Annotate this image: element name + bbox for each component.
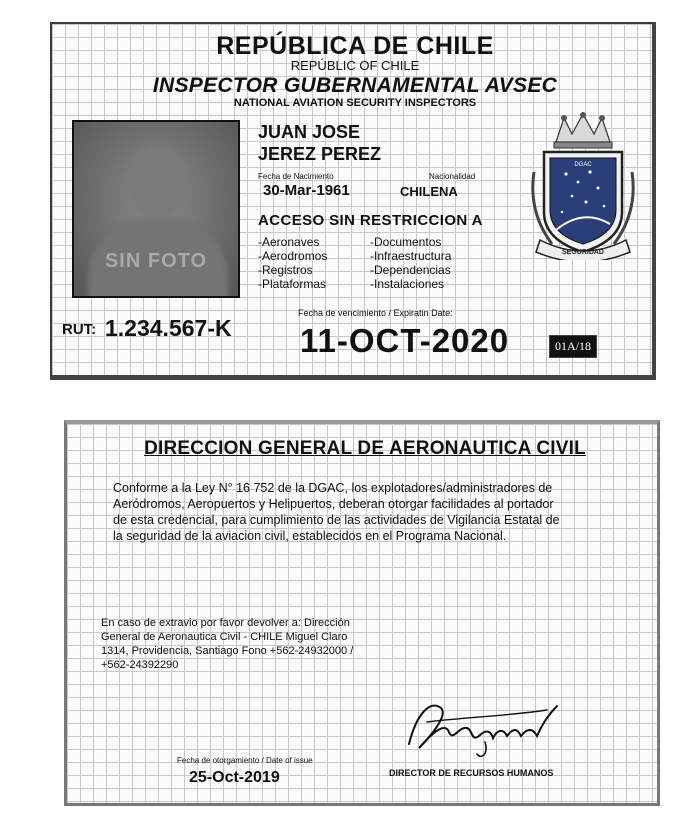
access-item: -Instalaciones <box>370 277 445 291</box>
access-item: -Aeronaves <box>258 235 320 249</box>
access-item: -Aerodromos <box>258 249 328 263</box>
access-list-left <box>258 235 327 291</box>
agency-title: DIRECCION GENERAL DE AERONAUTICA CIVIL <box>144 438 586 459</box>
legal-paragraph: Conforme a la Ley N° 16 752 de la DGAC, los explotadores/administradores de Aeródromos, Aeropuertos y Helipuertos, deberan otorgar facilidades al portador de esta credencial, para cumplimiento de las actividades de Vigilancia Estatal de la seguridad de la aviacion civil, establecidos en el Programa Nacional. <box>113 481 560 543</box>
access-item: -Registros <box>258 263 313 277</box>
expiry-date: 11-OCT-2020 <box>300 322 510 359</box>
access-item: -Documentos <box>370 235 442 249</box>
photo-placeholder-label: SIN FOTO <box>104 250 208 272</box>
svg-text:SEGURIDAD: SEGURIDAD <box>561 249 605 256</box>
issue-date-label: Fecha de otorgamiento / Date of issue <box>177 756 313 765</box>
country-title-english: REPÚBLIC OF CHILE <box>290 58 420 73</box>
card-code-badge: 01A/18 <box>549 335 597 358</box>
rut-label: RUT: <box>62 321 97 338</box>
nationality: CHILENA <box>400 184 458 199</box>
access-title: ACCESO SIN RESTRICCION A <box>258 212 483 229</box>
country-title: REPÚBLICA DE CHILE <box>216 32 494 60</box>
expiry-label: Fecha de vencimiento / Expiratin Date: <box>298 308 453 318</box>
issue-date: 25-Oct-2019 <box>189 769 280 786</box>
id-card-back <box>64 420 660 806</box>
access-item: -Infraestructura <box>370 249 452 263</box>
role-title-english: NATIONAL AVIATION SECURITY INSPECTORS <box>233 97 477 109</box>
holder-surnames: JEREZ PEREZ <box>258 144 382 164</box>
dgac-seal-icon <box>526 112 640 260</box>
rut-number: 1.234.567-K <box>105 315 232 341</box>
nationality-label: Nacionalidad <box>429 172 476 181</box>
birth-date: 30-Mar-1961 <box>263 182 350 199</box>
holder-photo <box>72 120 240 298</box>
director-title: DIRECTOR DE RECURSOS HUMANOS <box>389 768 554 778</box>
access-item: -Plataformas <box>258 277 327 291</box>
id-card-front <box>50 22 656 380</box>
return-if-lost-notice: En caso de extravio por favor devolver a: Dirección General de Aeronautica Civil - CHILE Miguel Claro 1314, Providencia, Santiago Fono +562-24932000 / +562-24392290 <box>101 617 354 671</box>
access-list-right <box>370 235 451 291</box>
svg-text:DGAC: DGAC <box>574 162 592 168</box>
access-item: -Dependencias <box>370 263 451 277</box>
birth-date-label: Fecha de Nacimiento <box>258 172 334 181</box>
role-title: INSPECTOR GUBERNAMENTAL AVSEC <box>152 74 558 97</box>
director-signature <box>397 692 567 762</box>
holder-first-names: JUAN JOSE <box>258 122 361 142</box>
